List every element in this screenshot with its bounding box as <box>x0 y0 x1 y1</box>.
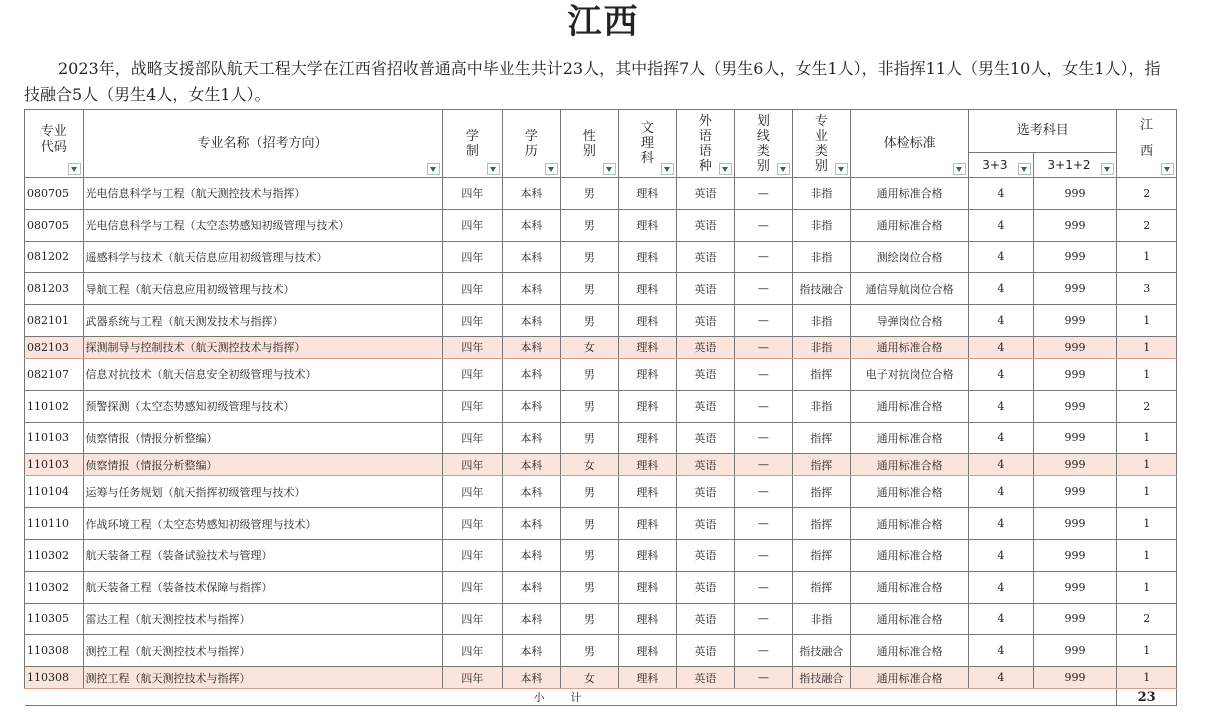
intro-paragraph: 2023年，战略支援部队航天工程大学在江西省招收普通高中毕业生共计23人，其中指挥7人（男生6人，女生1人），非指挥11人（男生10人，女生1人），指技融合5人（男生4人，女生1人）。 <box>24 59 1161 104</box>
header-gender: 性别 <box>560 110 619 178</box>
cell-s1: 4 <box>969 422 1034 454</box>
cell-duration: 四年 <box>442 454 503 476</box>
header-physical: 体检标准 <box>851 110 969 178</box>
cell-code: 110103 <box>25 454 84 476</box>
cell-gender: 男 <box>560 603 619 635</box>
cell-count: 2 <box>1117 178 1177 210</box>
cell-s1: 4 <box>969 476 1034 508</box>
cell-s2: 999 <box>1033 209 1117 241</box>
cell-count: 2 <box>1117 603 1177 635</box>
cell-s2: 999 <box>1033 336 1117 358</box>
cell-line: — <box>735 390 792 422</box>
cell-track: 理科 <box>619 358 676 390</box>
cell-language: 英语 <box>676 241 735 273</box>
cell-name: 遥感科学与技术（航天信息应用初级管理与技术） <box>83 241 442 273</box>
cell-count: 1 <box>1117 358 1177 390</box>
cell-name: 导航工程（航天信息应用初级管理与技术） <box>83 273 442 305</box>
cell-name: 侦察情报（情报分析整编） <box>83 422 442 454</box>
cell-count: 2 <box>1117 390 1177 422</box>
cell-physical: 通用标准合格 <box>851 390 969 422</box>
cell-count: 1 <box>1117 305 1177 337</box>
filter-dropdown-icon[interactable] <box>777 163 790 175</box>
cell-category: 指挥 <box>792 422 851 454</box>
cell-gender: 男 <box>560 508 619 540</box>
cell-duration: 四年 <box>442 603 503 635</box>
cell-language: 英语 <box>676 358 735 390</box>
cell-category: 非指 <box>792 336 851 358</box>
cell-name: 信息对抗技术（航天信息安全初级管理与技术） <box>83 358 442 390</box>
cell-line: — <box>735 273 792 305</box>
cell-line: — <box>735 241 792 273</box>
cell-line: — <box>735 539 792 571</box>
cell-language: 英语 <box>676 603 735 635</box>
filter-dropdown-icon[interactable] <box>719 163 732 175</box>
cell-count: 1 <box>1117 539 1177 571</box>
cell-language: 英语 <box>676 390 735 422</box>
cell-physical: 通信导航岗位合格 <box>851 273 969 305</box>
cell-gender: 女 <box>560 667 619 689</box>
cell-code: 081203 <box>25 273 84 305</box>
cell-s1: 4 <box>969 390 1034 422</box>
header-track: 文理科 <box>619 110 676 178</box>
cell-s2: 999 <box>1033 358 1117 390</box>
header-degree: 学历 <box>503 110 560 178</box>
table-row <box>25 667 1177 689</box>
cell-category: 非指 <box>792 603 851 635</box>
cell-language: 英语 <box>676 209 735 241</box>
cell-s1: 4 <box>969 635 1034 667</box>
cell-gender: 男 <box>560 390 619 422</box>
cell-code: 110302 <box>25 539 84 571</box>
filter-dropdown-icon[interactable] <box>603 163 616 175</box>
cell-physical: 测绘岗位合格 <box>851 241 969 273</box>
cell-physical: 通用标准合格 <box>851 571 969 603</box>
cell-degree: 本科 <box>503 635 560 667</box>
cell-physical: 通用标准合格 <box>851 178 969 210</box>
cell-code: 110103 <box>25 422 84 454</box>
cell-gender: 男 <box>560 539 619 571</box>
cell-category: 非指 <box>792 305 851 337</box>
cell-language: 英语 <box>676 508 735 540</box>
cell-gender: 男 <box>560 635 619 667</box>
header-line: 划线类别 <box>735 110 792 178</box>
cell-duration: 四年 <box>442 390 503 422</box>
cell-category: 指挥 <box>792 454 851 476</box>
cell-count: 1 <box>1117 476 1177 508</box>
cell-degree: 本科 <box>503 390 560 422</box>
table-row <box>25 603 1177 635</box>
header-name: 专业名称（招考方向） <box>83 110 442 178</box>
total-value: 23 <box>1117 689 1177 706</box>
cell-duration: 四年 <box>442 336 503 358</box>
cell-code: 110102 <box>25 390 84 422</box>
cell-code: 110308 <box>25 667 84 689</box>
cell-track: 理科 <box>619 508 676 540</box>
cell-degree: 本科 <box>503 667 560 689</box>
cell-count: 3 <box>1117 273 1177 305</box>
cell-degree: 本科 <box>503 508 560 540</box>
cell-gender: 男 <box>560 571 619 603</box>
cell-name: 侦察情报（情报分析整编） <box>83 454 442 476</box>
cell-s2: 999 <box>1033 454 1117 476</box>
cell-s1: 4 <box>969 305 1034 337</box>
cell-line: — <box>735 667 792 689</box>
cell-category: 指挥 <box>792 571 851 603</box>
cell-duration: 四年 <box>442 178 503 210</box>
cell-degree: 本科 <box>503 539 560 571</box>
cell-category: 非指 <box>792 241 851 273</box>
cell-gender: 男 <box>560 476 619 508</box>
cell-track: 理科 <box>619 390 676 422</box>
cell-s2: 999 <box>1033 508 1117 540</box>
cell-duration: 四年 <box>442 635 503 667</box>
cell-code: 110302 <box>25 571 84 603</box>
cell-physical: 通用标准合格 <box>851 667 969 689</box>
cell-track: 理科 <box>619 178 676 210</box>
cell-track: 理科 <box>619 635 676 667</box>
cell-physical: 通用标准合格 <box>851 336 969 358</box>
cell-name: 测控工程（航天测控技术与指挥） <box>83 635 442 667</box>
cell-count: 1 <box>1117 508 1177 540</box>
filter-dropdown-icon[interactable] <box>1101 163 1114 175</box>
cell-s1: 4 <box>969 273 1034 305</box>
cell-line: — <box>735 454 792 476</box>
cell-name: 武器系统与工程（航天测发技术与指挥） <box>83 305 442 337</box>
header-province: 江西 <box>1117 110 1177 178</box>
cell-degree: 本科 <box>503 305 560 337</box>
cell-s2: 999 <box>1033 603 1117 635</box>
cell-line: — <box>735 603 792 635</box>
header-language: 外语语种 <box>676 110 735 178</box>
cell-degree: 本科 <box>503 273 560 305</box>
total-label: 小计 <box>25 689 1117 706</box>
cell-track: 理科 <box>619 571 676 603</box>
cell-track: 理科 <box>619 336 676 358</box>
table-row <box>25 635 1177 667</box>
cell-category: 指挥 <box>792 476 851 508</box>
cell-category: 指挥 <box>792 539 851 571</box>
header-subjects: 选考科目 <box>969 110 1117 153</box>
cell-code: 110104 <box>25 476 84 508</box>
cell-s1: 4 <box>969 667 1034 689</box>
filter-dropdown-icon[interactable] <box>68 163 81 175</box>
table-row <box>25 476 1177 508</box>
cell-gender: 女 <box>560 454 619 476</box>
cell-gender: 男 <box>560 241 619 273</box>
filter-dropdown-icon[interactable] <box>427 163 440 175</box>
cell-gender: 男 <box>560 178 619 210</box>
cell-physical: 导弹岗位合格 <box>851 305 969 337</box>
cell-count: 1 <box>1117 667 1177 689</box>
cell-name: 光电信息科学与工程（太空态势感知初级管理与技术） <box>83 209 442 241</box>
cell-physical: 通用标准合格 <box>851 635 969 667</box>
cell-s1: 4 <box>969 539 1034 571</box>
cell-line: — <box>735 178 792 210</box>
cell-s1: 4 <box>969 241 1034 273</box>
table-row <box>25 178 1177 210</box>
cell-category: 指技融合 <box>792 635 851 667</box>
cell-s2: 999 <box>1033 305 1117 337</box>
cell-degree: 本科 <box>503 603 560 635</box>
cell-language: 英语 <box>676 454 735 476</box>
cell-physical: 通用标准合格 <box>851 476 969 508</box>
cell-degree: 本科 <box>503 336 560 358</box>
cell-degree: 本科 <box>503 178 560 210</box>
cell-s1: 4 <box>969 603 1034 635</box>
cell-language: 英语 <box>676 422 735 454</box>
filter-dropdown-icon[interactable] <box>487 163 500 175</box>
cell-track: 理科 <box>619 667 676 689</box>
cell-line: — <box>735 571 792 603</box>
cell-code: 080705 <box>25 178 84 210</box>
table-row <box>25 358 1177 390</box>
cell-track: 理科 <box>619 454 676 476</box>
filter-dropdown-icon[interactable] <box>1161 163 1174 175</box>
cell-code: 110110 <box>25 508 84 540</box>
cell-line: — <box>735 358 792 390</box>
cell-s1: 4 <box>969 336 1034 358</box>
cell-language: 英语 <box>676 635 735 667</box>
cell-category: 指挥 <box>792 358 851 390</box>
filter-dropdown-icon[interactable] <box>545 163 558 175</box>
cell-name: 作战环境工程（太空态势感知初级管理与技术） <box>83 508 442 540</box>
cell-track: 理科 <box>619 209 676 241</box>
cell-s1: 4 <box>969 454 1034 476</box>
cell-count: 1 <box>1117 422 1177 454</box>
cell-duration: 四年 <box>442 305 503 337</box>
table-row <box>25 422 1177 454</box>
cell-s2: 999 <box>1033 539 1117 571</box>
cell-line: — <box>735 209 792 241</box>
cell-count: 1 <box>1117 454 1177 476</box>
cell-name: 光电信息科学与工程（航天测控技术与指挥） <box>83 178 442 210</box>
cell-line: — <box>735 336 792 358</box>
cell-physical: 通用标准合格 <box>851 454 969 476</box>
cell-line: — <box>735 476 792 508</box>
cell-gender: 男 <box>560 273 619 305</box>
cell-code: 081202 <box>25 241 84 273</box>
header-category: 专业类别 <box>792 110 851 178</box>
filter-dropdown-icon[interactable] <box>661 163 674 175</box>
cell-physical: 电子对抗岗位合格 <box>851 358 969 390</box>
cell-gender: 女 <box>560 336 619 358</box>
cell-track: 理科 <box>619 273 676 305</box>
cell-degree: 本科 <box>503 358 560 390</box>
cell-s2: 999 <box>1033 390 1117 422</box>
cell-track: 理科 <box>619 476 676 508</box>
cell-track: 理科 <box>619 422 676 454</box>
cell-count: 1 <box>1117 571 1177 603</box>
cell-count: 2 <box>1117 209 1177 241</box>
cell-name: 运筹与任务规划（航天指挥初级管理与技术） <box>83 476 442 508</box>
cell-s2: 999 <box>1033 571 1117 603</box>
header-sub-3-1-2: 3+1+2 <box>1033 153 1117 178</box>
cell-category: 非指 <box>792 209 851 241</box>
table-row <box>25 454 1177 476</box>
cell-duration: 四年 <box>442 241 503 273</box>
cell-language: 英语 <box>676 273 735 305</box>
cell-line: — <box>735 508 792 540</box>
cell-language: 英语 <box>676 336 735 358</box>
cell-s2: 999 <box>1033 667 1117 689</box>
cell-count: 1 <box>1117 635 1177 667</box>
cell-track: 理科 <box>619 603 676 635</box>
cell-gender: 男 <box>560 305 619 337</box>
cell-s1: 4 <box>969 358 1034 390</box>
header-duration: 学制 <box>442 110 503 178</box>
table-row <box>25 571 1177 603</box>
cell-count: 1 <box>1117 241 1177 273</box>
cell-language: 英语 <box>676 305 735 337</box>
cell-duration: 四年 <box>442 667 503 689</box>
cell-line: — <box>735 422 792 454</box>
cell-category: 指挥 <box>792 508 851 540</box>
cell-name: 测控工程（航天测控技术与指挥） <box>83 667 442 689</box>
cell-line: — <box>735 635 792 667</box>
cell-category: 指技融合 <box>792 667 851 689</box>
cell-degree: 本科 <box>503 571 560 603</box>
cell-duration: 四年 <box>442 273 503 305</box>
cell-track: 理科 <box>619 305 676 337</box>
cell-count: 1 <box>1117 336 1177 358</box>
cell-s1: 4 <box>969 571 1034 603</box>
cell-code: 082103 <box>25 336 84 358</box>
cell-duration: 四年 <box>442 209 503 241</box>
cell-name: 探测制导与控制技术（航天测控技术与指挥） <box>83 336 442 358</box>
cell-code: 082107 <box>25 358 84 390</box>
cell-s1: 4 <box>969 178 1034 210</box>
cell-language: 英语 <box>676 476 735 508</box>
cell-track: 理科 <box>619 241 676 273</box>
total-row <box>25 689 1177 706</box>
cell-physical: 通用标准合格 <box>851 603 969 635</box>
cell-s2: 999 <box>1033 422 1117 454</box>
cell-degree: 本科 <box>503 454 560 476</box>
cell-track: 理科 <box>619 539 676 571</box>
cell-name: 雷达工程（航天测控技术与指挥） <box>83 603 442 635</box>
cell-s2: 999 <box>1033 273 1117 305</box>
table-row <box>25 273 1177 305</box>
table-row <box>25 336 1177 358</box>
page-title: 江西 <box>567 2 640 42</box>
cell-category: 非指 <box>792 178 851 210</box>
cell-degree: 本科 <box>503 209 560 241</box>
cell-category: 指技融合 <box>792 273 851 305</box>
cell-duration: 四年 <box>442 571 503 603</box>
filter-dropdown-icon[interactable] <box>1018 163 1031 175</box>
cell-s2: 999 <box>1033 178 1117 210</box>
cell-s2: 999 <box>1033 476 1117 508</box>
cell-gender: 男 <box>560 358 619 390</box>
filter-dropdown-icon[interactable] <box>835 163 848 175</box>
cell-physical: 通用标准合格 <box>851 422 969 454</box>
cell-duration: 四年 <box>442 476 503 508</box>
table-body <box>25 178 1177 689</box>
cell-name: 航天装备工程（装备技术保障与指挥） <box>83 571 442 603</box>
table-row <box>25 508 1177 540</box>
cell-line: — <box>735 305 792 337</box>
table-row <box>25 305 1177 337</box>
table-row <box>25 390 1177 422</box>
cell-name: 航天装备工程（装备试验技术与管理） <box>83 539 442 571</box>
cell-physical: 通用标准合格 <box>851 539 969 571</box>
cell-code: 110305 <box>25 603 84 635</box>
table-row <box>25 241 1177 273</box>
cell-s2: 999 <box>1033 241 1117 273</box>
admission-table <box>24 109 1177 706</box>
cell-duration: 四年 <box>442 358 503 390</box>
cell-language: 英语 <box>676 667 735 689</box>
cell-code: 082101 <box>25 305 84 337</box>
cell-gender: 男 <box>560 422 619 454</box>
table-row <box>25 539 1177 571</box>
cell-s2: 999 <box>1033 635 1117 667</box>
filter-dropdown-icon[interactable] <box>953 163 966 175</box>
cell-s1: 4 <box>969 508 1034 540</box>
cell-category: 非指 <box>792 390 851 422</box>
cell-name: 预警探测（太空态势感知初级管理与技术） <box>83 390 442 422</box>
header-sub-3-3: 3+3 <box>969 153 1034 178</box>
cell-duration: 四年 <box>442 422 503 454</box>
cell-degree: 本科 <box>503 422 560 454</box>
cell-duration: 四年 <box>442 508 503 540</box>
cell-language: 英语 <box>676 571 735 603</box>
cell-code: 110308 <box>25 635 84 667</box>
cell-degree: 本科 <box>503 241 560 273</box>
cell-gender: 男 <box>560 209 619 241</box>
cell-physical: 通用标准合格 <box>851 209 969 241</box>
cell-degree: 本科 <box>503 476 560 508</box>
cell-code: 080705 <box>25 209 84 241</box>
cell-language: 英语 <box>676 539 735 571</box>
cell-language: 英语 <box>676 178 735 210</box>
cell-s1: 4 <box>969 209 1034 241</box>
header-code: 专业代码 <box>25 110 84 178</box>
cell-duration: 四年 <box>442 539 503 571</box>
table-row <box>25 209 1177 241</box>
cell-physical: 通用标准合格 <box>851 508 969 540</box>
